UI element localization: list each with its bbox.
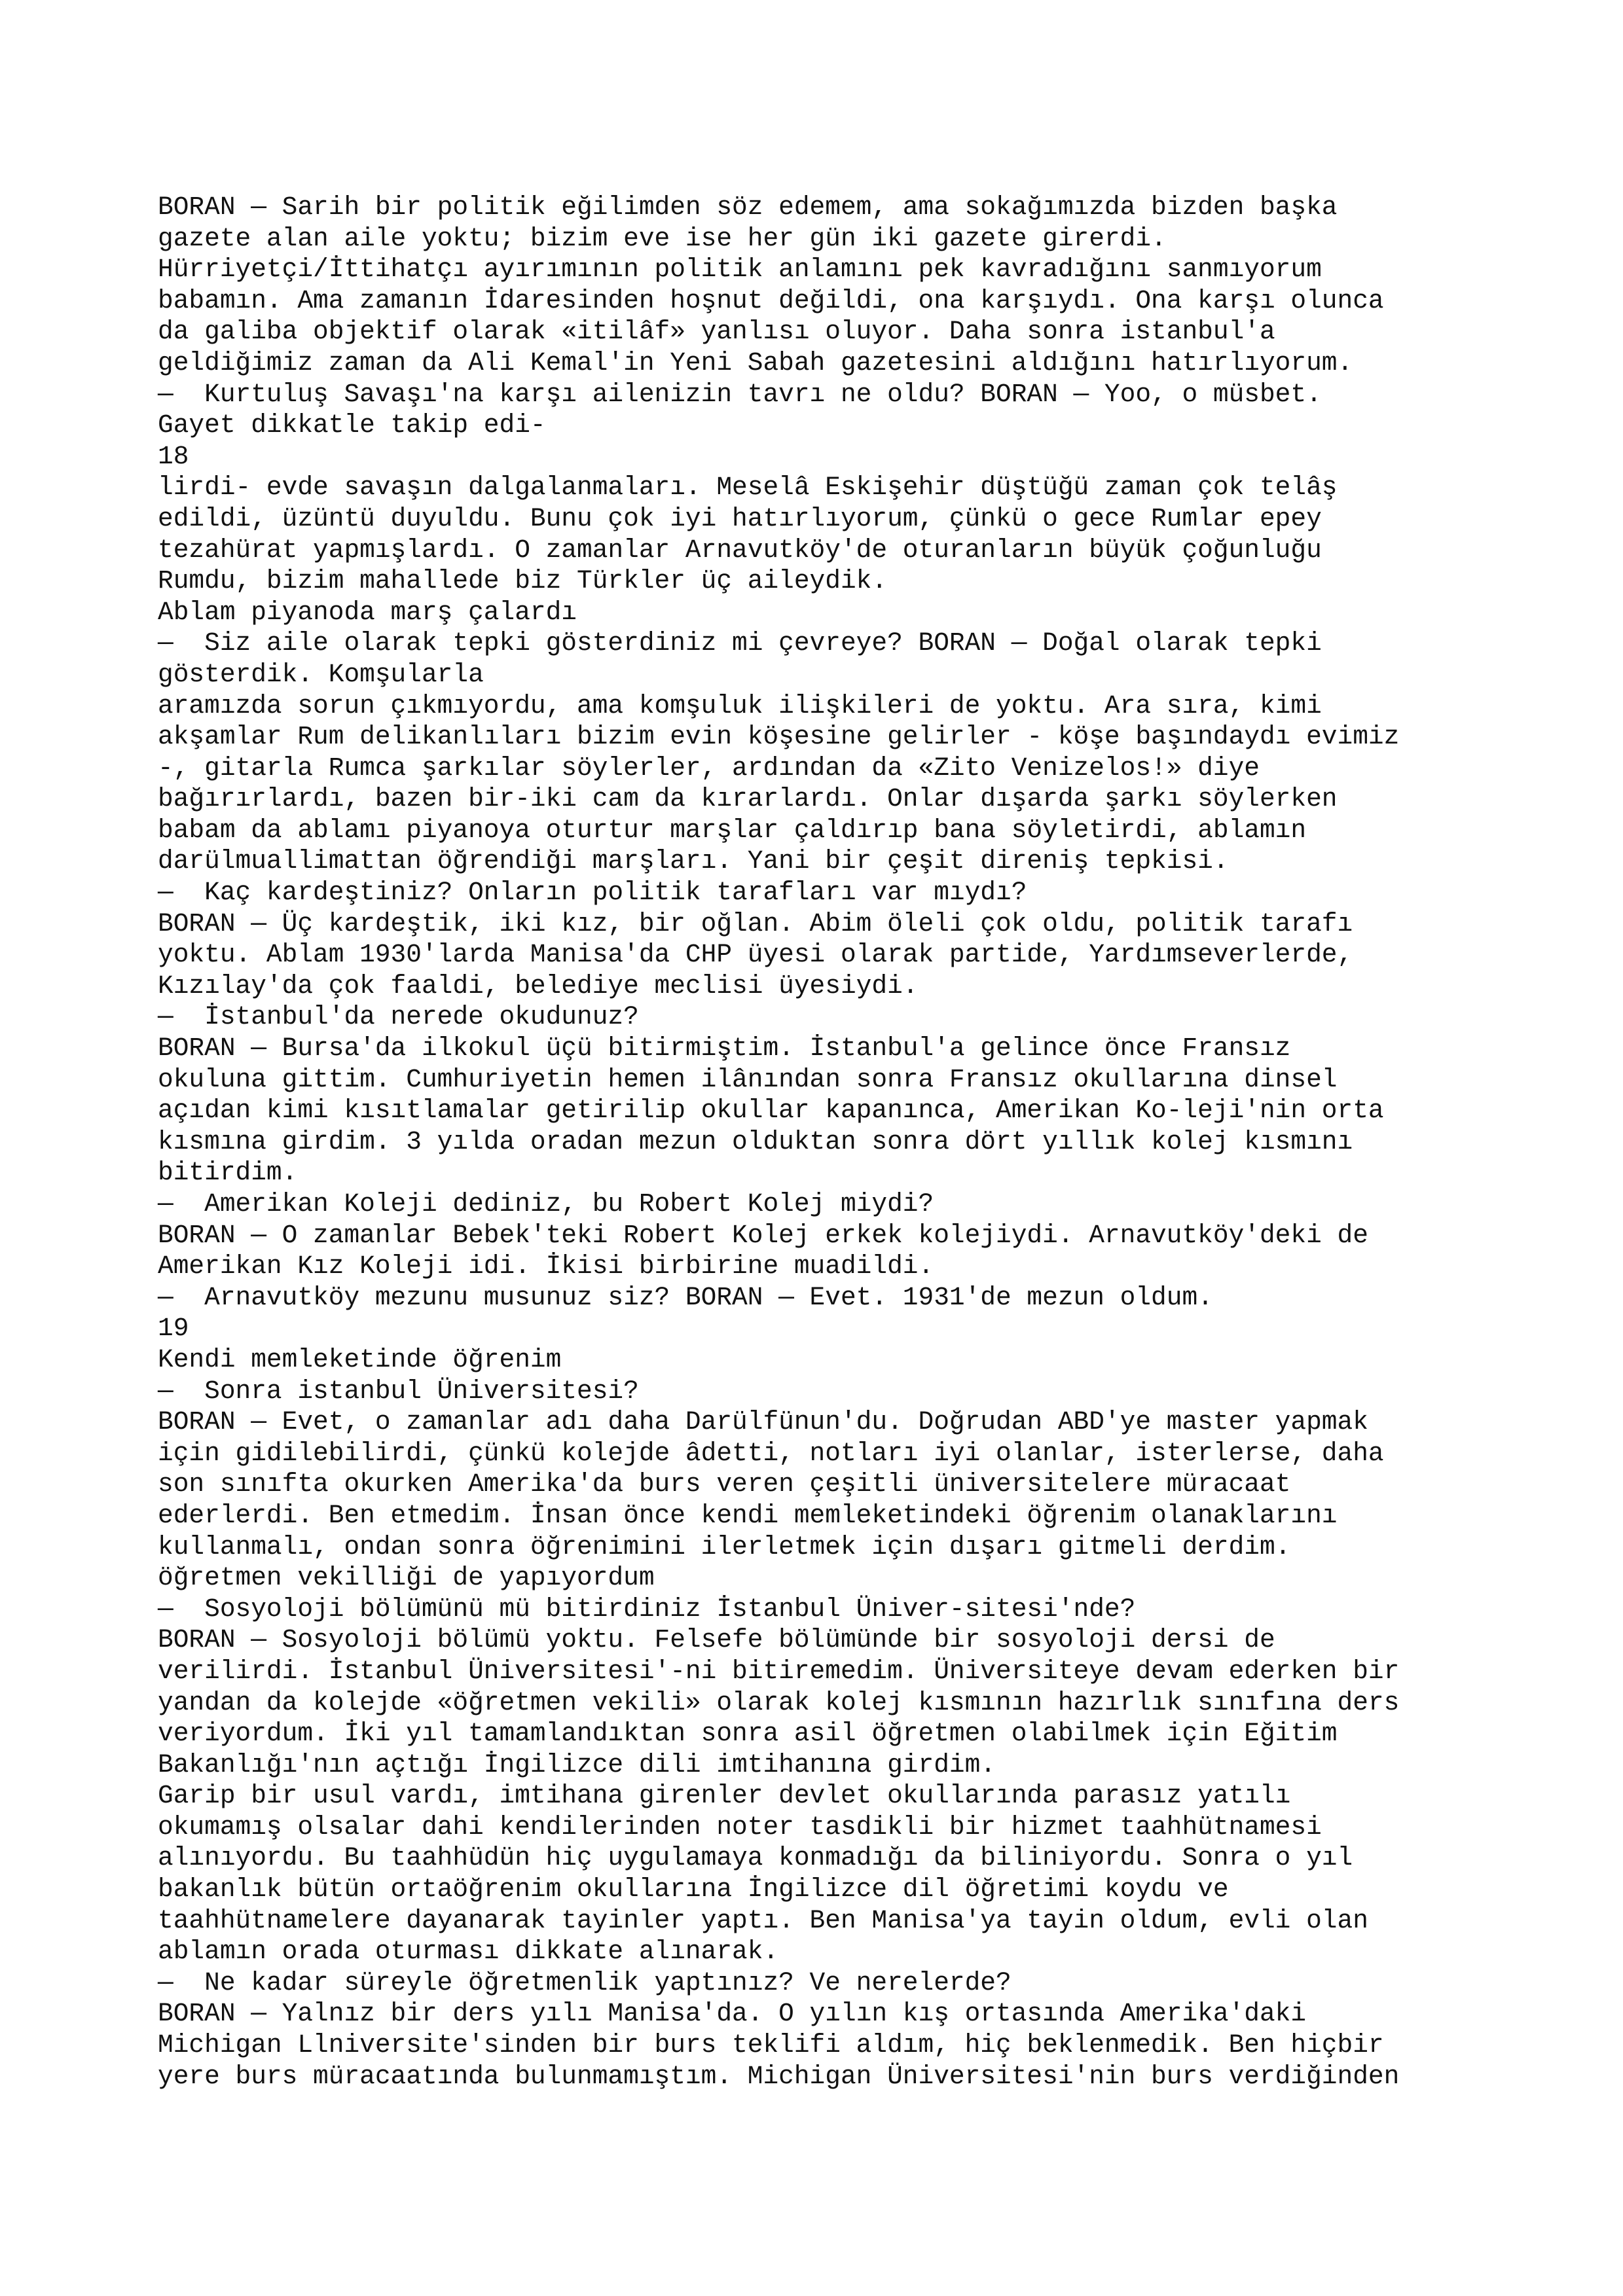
page-number: 19 bbox=[158, 1314, 189, 1344]
text-line: okuluna gittim. Cumhuriyetin hemen ilânından sonra Fransız okullarına dinsel bbox=[158, 1064, 1338, 1094]
text-line: açıdan kimi kısıtlamalar getirilip okullar kapanınca, Amerikan Ko-leji'nin orta bbox=[158, 1096, 1384, 1126]
text-line: kullanmalı, ondan sonra öğrenimini ilerletmek için dışarı gitmeli derdim. bbox=[158, 1532, 1291, 1562]
text-line: gazete alan aile yoktu; bizim eve ise her gün iki gazete girerdi. bbox=[158, 223, 1167, 253]
text-line: — Kaç kardeştiniz? Onların politik tarafları var mıydı? bbox=[158, 878, 1027, 908]
text-line: — Siz aile olarak tepki gösterdiniz mi çevreye? BORAN — Doğal olarak tepki bbox=[158, 628, 1322, 658]
text-line: Hürriyetçi/İttihatçı ayırımının politik anlamını pek kavradığını sanmıyorum bbox=[158, 255, 1322, 285]
text-line: BORAN — Bursa'da ilkokul üçü bitirmiştim. İstanbul'a gelince önce Fransız bbox=[158, 1033, 1291, 1064]
text-line: ederlerdi. Ben etmedim. İnsan önce kendi memleketindeki öğrenim olanaklarını bbox=[158, 1500, 1338, 1530]
text-line: Amerikan Kız Koleji idi. İkisi birbirine muadildi. bbox=[158, 1251, 934, 1282]
text-line: bitirdim. bbox=[158, 1158, 298, 1188]
text-line: Bakanlığı'nın açtığı İngilizce dili imtihanına girdim. bbox=[158, 1749, 996, 1780]
text-line: alınıyordu. Bu taahhüdün hiç uygulamaya konmadığı da biliniyordu. Sonra o yıl bbox=[158, 1843, 1353, 1873]
text-line: babamın. Ama zamanın İdaresinden hoşnut değildi, ona karşıydı. Ona karşı olunca bbox=[158, 285, 1384, 315]
text-line: lirdi- evde savaşın dalgalanmaları. Meselâ Eskişehir düştüğü zaman çok telâş bbox=[158, 473, 1338, 503]
text-line: veriyordum. İki yıl tamamlandıktan sonra asil öğretmen olabilmek için Eğitim bbox=[158, 1719, 1338, 1749]
text-line: — Amerikan Koleji dediniz, bu Robert Kolej miydi? bbox=[158, 1189, 934, 1219]
text-line: BORAN — O zamanlar Bebek'teki Robert Kolej erkek kolejiydi. Arnavutköy'deki de bbox=[158, 1220, 1368, 1250]
text-line: taahhütnamelere dayanarak tayinler yaptı. Ben Manisa'ya tayin oldum, evli olan bbox=[158, 1905, 1368, 1935]
text-line: için gidilebilirdi, çünkü kolejde âdetti, notları iyi olanlar, isterlerse, daha bbox=[158, 1438, 1384, 1468]
text-line: geldiğimiz zaman da Ali Kemal'in Yeni Sabah gazetesini aldığını hatırlıyorum. bbox=[158, 348, 1353, 378]
text-line: BORAN — Sosyoloji bölümü yoktu. Felsefe bölümünde bir sosyoloji dersi de bbox=[158, 1625, 1275, 1655]
text-line: bakanlık bütün ortaöğrenim okullarına İngilizce dil öğretimi koydu ve bbox=[158, 1874, 1229, 1905]
text-line: ablamın orada oturması dikkate alınarak. bbox=[158, 1937, 779, 1967]
text-line: -, gitarla Rumca şarkılar söylerler, ardından da «Zito Venizelos!» diye bbox=[158, 753, 1260, 783]
page-number: 18 bbox=[158, 441, 189, 471]
text-line: BORAN — Sarih bir politik eğilimden söz edemem, ama sokağımızda bizden başka bbox=[158, 192, 1338, 222]
text-line: Gayet dikkatle takip edi- bbox=[158, 410, 546, 440]
text-line: — Sonra istanbul Üniversitesi? bbox=[158, 1376, 639, 1406]
section-heading: Ablam piyanoda marş çalardı bbox=[158, 597, 577, 627]
document-page bbox=[158, 192, 1533, 2092]
text-line: da galiba objektif olarak «itilâf» yanlısı oluyor. Daha sonra istanbul'a bbox=[158, 317, 1275, 347]
text-line: aramızda sorun çıkmıyordu, ama komşuluk ilişkileri de yoktu. Ara sıra, kimi bbox=[158, 691, 1322, 721]
text-line: Garip bir usul vardı, imtihana girenler devlet okullarında parasız yatılı bbox=[158, 1781, 1291, 1811]
text-line: BORAN — Evet, o zamanlar adı daha Darülfünun'du. Doğrudan ABD'ye master yapmak bbox=[158, 1407, 1368, 1437]
text-line: — Kurtuluş Savaşı'na karşı ailenizin tavrı ne oldu? BORAN — Yoo, o müsbet. bbox=[158, 379, 1322, 409]
text-line: — Ne kadar süreyle öğretmenlik yaptınız? Ve nerelerde? bbox=[158, 1967, 1012, 1998]
text-line: bağırırlardı, bazen bir-iki cam da kırarlardı. Onlar dışarda şarkı söylerken bbox=[158, 784, 1338, 814]
text-line: Michigan Llniversite'sinden bir burs teklifi aldım, hiç beklenmedik. Ben hiçbir bbox=[158, 2030, 1384, 2060]
text-line: edildi, üzüntü duyuldu. Bunu çok iyi hatırlıyorum, çünkü o gece Rumlar epey bbox=[158, 503, 1322, 533]
text-line: gösterdik. Komşularla bbox=[158, 659, 484, 689]
section-heading: öğretmen vekilliği de yapıyordum bbox=[158, 1563, 655, 1593]
text-line: — Sosyoloji bölümünü mü bitirdiniz İstanbul Üniver-sitesi'nde? bbox=[158, 1594, 1136, 1624]
text-line: Kızılay'da çok faaldi, belediye meclisi üyesiydi. bbox=[158, 971, 919, 1001]
text-line: yere burs müracaatında bulunmamıştım. Michigan Üniversitesi'nin burs verdiğinden bbox=[158, 2061, 1400, 2091]
text-line: akşamlar Rum delikanlıları bizim evin köşesine gelirler - köşe başındaydı evimiz bbox=[158, 722, 1400, 752]
text-line: verilirdi. İstanbul Üniversitesi'-ni bitiremedim. Üniversiteye devam ederken bir bbox=[158, 1656, 1400, 1686]
section-heading: Kendi memleketinde öğrenim bbox=[158, 1344, 562, 1374]
text-line: BORAN — Yalnız bir ders yılı Manisa'da. O yılın kış ortasında Amerika'daki bbox=[158, 1999, 1307, 2029]
text-line: Rumdu, bizim mahallede biz Türkler üç aileydik. bbox=[158, 566, 888, 596]
text-line: babam da ablamı piyanoya oturtur marşlar çaldırıp bana söyletirdi, ablamın bbox=[158, 815, 1307, 845]
text-line: yoktu. Ablam 1930'larda Manisa'da CHP üyesi olarak partide, Yardımseverlerde, bbox=[158, 940, 1353, 970]
text-line: son sınıfta okurken Amerika'da burs veren çeşitli üniversitelere müracaat bbox=[158, 1469, 1291, 1499]
text-line: BORAN — Üç kardeştik, iki kız, bir oğlan. Abim öleli çok oldu, politik tarafı bbox=[158, 908, 1353, 939]
text-line: yandan da kolejde «öğretmen vekili» olarak kolej kısmının hazırlık sınıfına ders bbox=[158, 1687, 1400, 1717]
text-line: — İstanbul'da nerede okudunuz? bbox=[158, 1002, 639, 1032]
text-line: kısmına girdim. 3 yılda oradan mezun olduktan sonra dört yıllık kolej kısmını bbox=[158, 1126, 1353, 1157]
text-line: darülmuallimattan öğrendiği marşları. Yani bir çeşit direniş tepkisi. bbox=[158, 846, 1229, 876]
text-line: tezahürat yapmışlardı. O zamanlar Arnavutköy'de oturanların büyük çoğunluğu bbox=[158, 535, 1322, 565]
text-line: okumamış olsalar dahi kendilerinden noter tasdikli bir hizmet taahhütnamesi bbox=[158, 1812, 1322, 1842]
text-line: — Arnavutköy mezunu musunuz siz? BORAN — Evet. 1931'de mezun oldum. bbox=[158, 1282, 1213, 1312]
